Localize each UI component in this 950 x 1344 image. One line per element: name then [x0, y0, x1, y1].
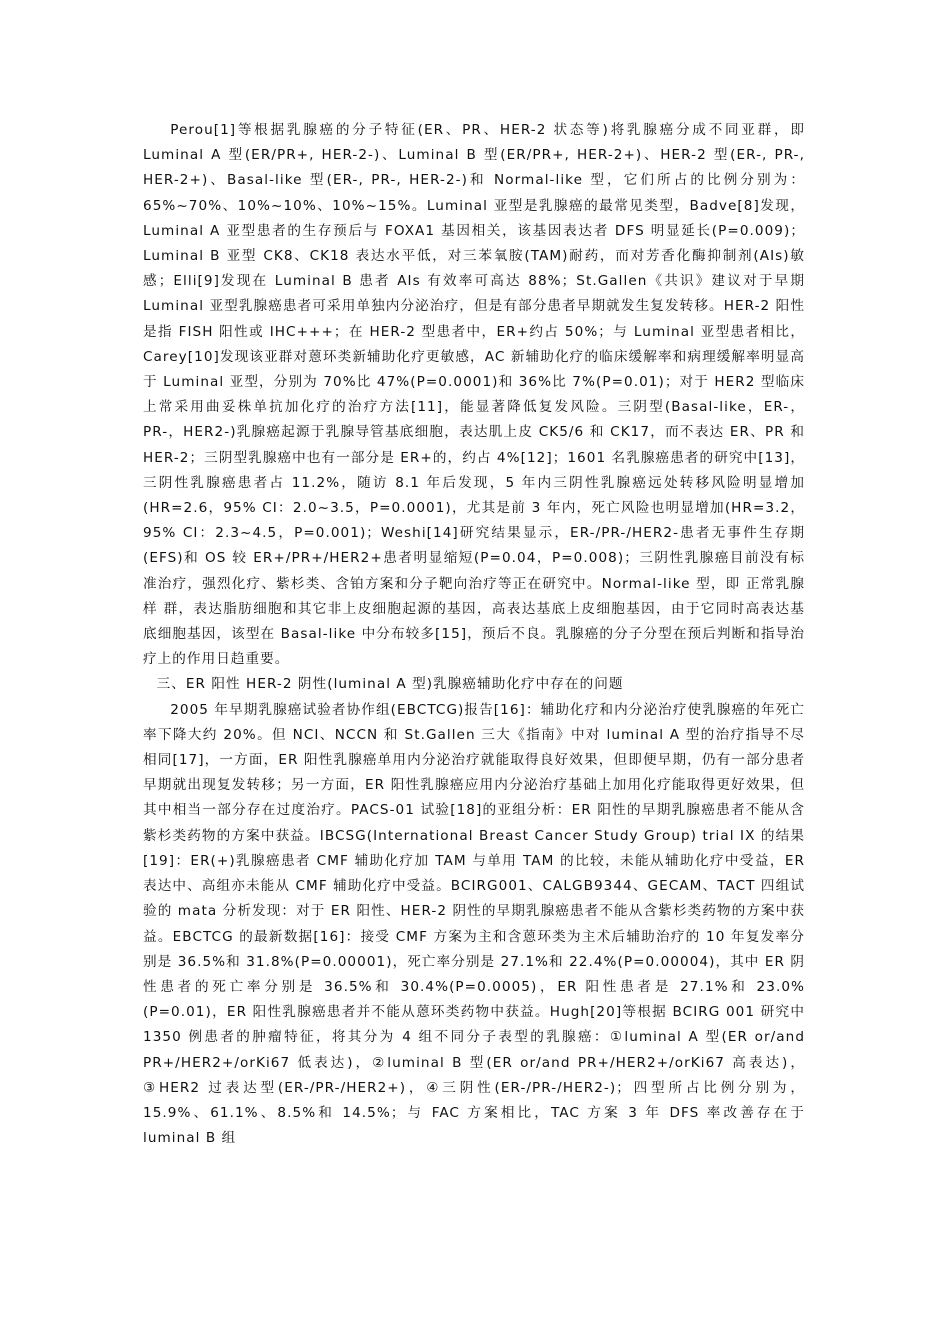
paragraph-adjuvant-chemotherapy: 2005 年早期乳腺癌试验者协作组(EBCTCG)报告[16]：辅助化疗和内分泌治疗使乳腺癌的年死亡率下降大约 20%。但 NCI、NCCN 和 St.Gallen 三大《指南》中对 luminal A 型的治疗指导不尽相同[17]，一方面，ER 阳性乳腺癌单用内分泌治疗就能取得良好效果，但即便早期，仍有一部分患者早期就出现复发转移；另一方面，ER 阳性乳腺癌应用内分泌治疗基础上加用化疗能取得更好效果，但其中相当一部分存在过度治疗。PACS-01 试验[18]的亚组分析：ER 阳性的早期乳腺癌患者不能从含紫杉类药物的方案中获益。IBCSG(International Breast Cancer Study Group) trial IX 的结果[19]：ER(+)乳腺癌患者 CMF 辅助化疗加 TAM 与单用 TAM 的比较，未能从辅助化疗中受益，ER 表达中、高组亦未能从 CMF 辅助化疗中受益。BCIRG001、CALGB9344、GECAM、TACT 四组试验的 mata 分析发现：对于 ER 阳性、HER-2 阴性的早期乳腺癌患者不能从含紫杉类药物的方案中获益。EBCTCG 的最新数据[16]：接受 CMF 方案为主和含蒽环类为主术后辅助治疗的 10 年复发率分别是 36.5%和 31.8%(P=0.00001)，死亡率分别是 27.1%和 22.4%(P=0.00004)，其中 ER 阴性患者的死亡率分别是 36.5%和 30.4%(P=0.0005)，ER 阳性患者是 27.1%和 23.0%(P=0.01)，ER 阳性乳腺癌患者并不能从蒽环类药物中获益。Hugh[20]等根据 BCIRG 001 研究中 1350 例患者的肿瘤特征，将其分为 4 组不同分子表型的乳腺癌：①luminal A 型(ER or/and PR+/HER2+/orKi67 低表达)，②luminal B 型(ER or/and PR+/HER2+/orKi67 高表达)，③HER2 过表达型(ER-/PR-/HER2+)，④三阴性(ER-/PR-/HER2-)；四型所占比例分别为，15.9%、61.1%、8.5%和 14.5%；与 FAC 方案相比，TAC 方案 3 年 DFS 率改善存在于 luminal B 组 — [143, 701, 805, 1147]
paragraph-molecular-subtypes: Perou[1]等根据乳腺癌的分子特征(ER、PR、HER-2 状态等)将乳腺癌分成不同亚群，即 Luminal A 型(ER/PR+, HER-2-)、Luminal B 型(ER/PR+, HER-2+)、HER-2 型(ER-, PR-, HER-2+)、Basal-like 型(ER-, PR-, HER-2-)和 Normal-like 型，它们所占的比例分别为：65%~70%、10%~10%、10%~15%。Luminal 亚型是乳腺癌的最常见类型，Badve[8]发现，Luminal A 亚型患者的生存预后与 FOXA1 基因相关，该基因表达者 DFS 明显延长(P=0.009)；Luminal B 亚型 CK8、CK18 表达水平低，对三苯氧胺(TAM)耐药，而对芳香化酶抑制剂(AIs)敏感；Elli[9]发现在 Luminal B 患者 AIs 有效率可高达 88%；St.Gallen《共识》建议对于早期 Luminal 亚型乳腺癌患者可采用单独内分泌治疗，但是有部分患者早期就发生复发转移。HER-2 阳性是指 FISH 阳性或 IHC+++；在 HER-2 型患者中，ER+约占 50%；与 Luminal 亚型患者相比，Carey[10]发现该亚群对蒽环类新辅助化疗更敏感，AC 新辅助化疗的临床缓解率和病理缓解率明显高于 Luminal 亚型，分别为 70%比 47%(P=0.0001)和 36%比 7%(P=0.01)；对于 HER2 型临床上常采用曲妥株单抗加化疗的治疗方法[11]，能显著降低复发风险。三阴型(Basal-like，ER-，PR-，HER2-)乳腺癌起源于乳腺导管基底细胞，表达肌上皮 CK5/6 和 CK17，而不表达 ER、PR 和 HER-2；三阴型乳腺癌中也有一部分是 ER+的，约占 4%[12]；1601 名乳腺癌患者的研究中[13]，三阴性乳腺癌患者占 11.2%，随访 8.1 年后发现，5 年内三阴性乳腺癌远处转移风险明显增加(HR=2.6，95% CI：2.0~3.5，P=0.0001)，尤其是前 3 年内，死亡风险也明显增加(HR=3.2，95% CI：2.3~4.5，P=0.001)；Weshi[14]研究结果显示，ER-/PR-/HER2-患者无事件生存期(EFS)和 OS 较 ER+/PR+/HER2+患者明显缩短(P=0.04，P=0.008)；三阴性乳腺癌目前没有标准治疗，强烈化疗、紫杉类、含铂方案和分子靶向治疗等正在研究中。Normal-like 型，即 正常乳腺样 群，表达脂肪细胞和其它非上皮细胞起源的基因，高表达基底上皮细胞基因，由于它同时高表达基底细胞基因，该型在 Basal-like 中分布较多[15]，预后不良。乳腺癌的分子分型在预后判断和指导治疗上的作用日趋重要。 — [143, 122, 805, 668]
section-heading: 三、ER 阳性 HER-2 阴性(luminal A 型)乳腺癌辅助化疗中存在的问题 — [156, 676, 624, 693]
document-body — [143, 118, 805, 1151]
